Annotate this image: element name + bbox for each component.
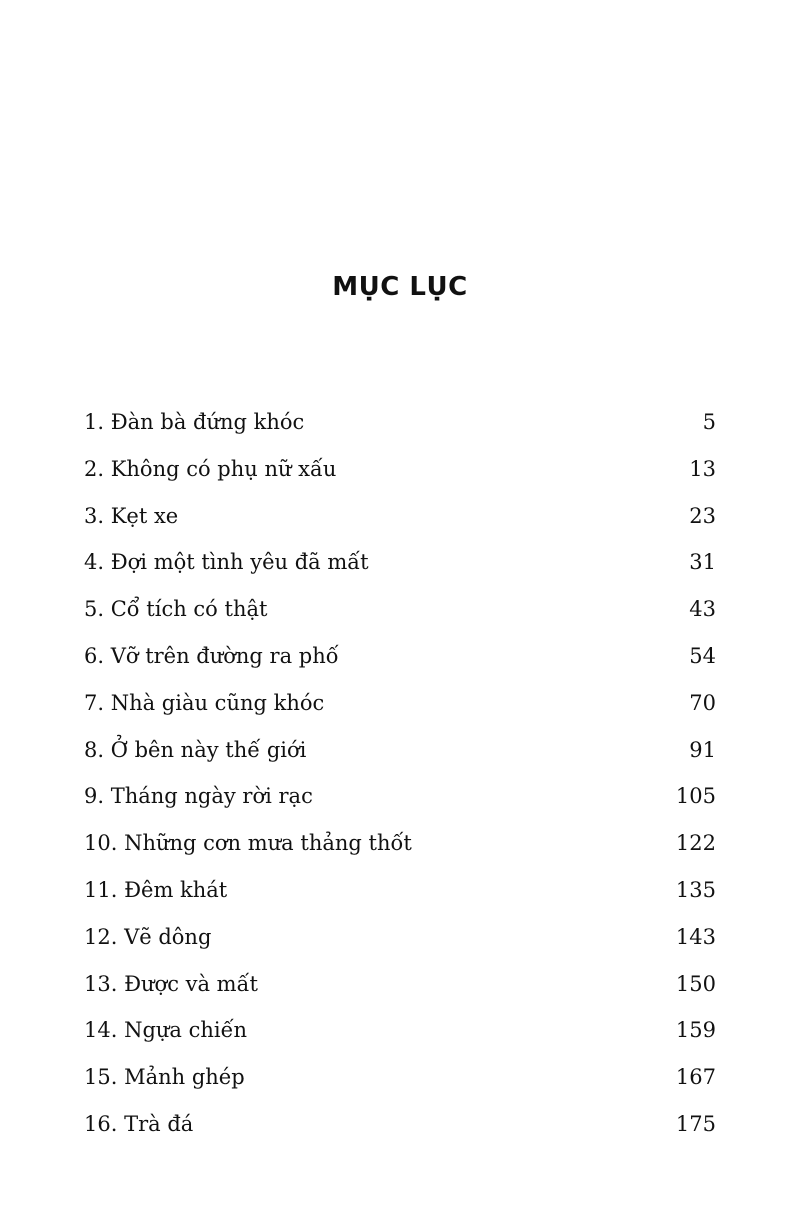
toc-entry-title: 1. Đàn bà đứng khóc — [84, 410, 305, 434]
toc-page-number: 150 — [675, 971, 716, 996]
toc-row — [84, 498, 716, 545]
toc-entry-title: 7. Nhà giàu cũng khóc — [84, 690, 325, 715]
toc-entry-title: 14. Ngựa chiến — [84, 1018, 248, 1043]
toc-page-number: 70 — [689, 690, 716, 715]
toc-page-number: 31 — [689, 550, 716, 575]
toc-row — [84, 1012, 716, 1059]
toc-entry-title: 10. Những cơn mưa thảng thốt — [84, 831, 412, 856]
toc-row — [84, 919, 716, 966]
toc-page-number: 23 — [689, 503, 716, 528]
toc-page-number: 167 — [675, 1065, 716, 1090]
toc-page-number: 43 — [689, 597, 716, 622]
toc-entry-title: 12. Vẽ dông — [84, 924, 212, 949]
toc-page-number: 91 — [689, 737, 716, 762]
toc-row — [84, 825, 716, 872]
toc-row — [84, 685, 716, 732]
toc-row — [84, 544, 716, 591]
toc-entry-title: 13. Được và mất — [84, 971, 258, 996]
toc-row — [84, 778, 716, 825]
toc-page-number: 135 — [675, 877, 716, 902]
toc-row — [84, 966, 716, 1013]
toc-page-number: 159 — [675, 1018, 716, 1043]
toc-row — [84, 404, 716, 451]
toc-entry-title: 11. Đêm khát — [84, 877, 228, 902]
toc-row — [84, 591, 716, 638]
toc-entry-title: 16. Trà đá — [84, 1111, 194, 1136]
toc-entry-title: 2. Không có phụ nữ xấu — [84, 456, 337, 481]
toc-page-number: 122 — [675, 831, 716, 856]
toc-page-number: 175 — [675, 1111, 716, 1136]
toc-entry-title: 6. Vỡ trên đường ra phố — [84, 643, 339, 668]
toc-page-number: 54 — [689, 643, 716, 668]
table-of-contents — [84, 404, 716, 1153]
toc-row — [84, 451, 716, 498]
toc-entry-title: 8. Ở bên này thế giới — [84, 737, 307, 762]
toc-page-number: 13 — [689, 456, 716, 481]
toc-page-number: 105 — [675, 784, 716, 809]
toc-entry-title: 5. Cổ tích có thật — [84, 597, 268, 622]
toc-entry-title: 3. Kẹt xe — [84, 503, 179, 528]
page-title: MỤC LỤC — [332, 272, 468, 302]
toc-page-number: 5 — [702, 410, 716, 434]
toc-page-number: 143 — [675, 924, 716, 949]
toc-row — [84, 1106, 716, 1153]
toc-entry-title: 15. Mảnh ghép — [84, 1065, 245, 1090]
toc-entry-title: 9. Tháng ngày rời rạc — [84, 784, 313, 809]
toc-row — [84, 732, 716, 779]
toc-row — [84, 638, 716, 685]
toc-entry-title: 4. Đợi một tình yêu đã mất — [84, 550, 369, 575]
toc-row — [84, 1059, 716, 1106]
toc-row — [84, 872, 716, 919]
